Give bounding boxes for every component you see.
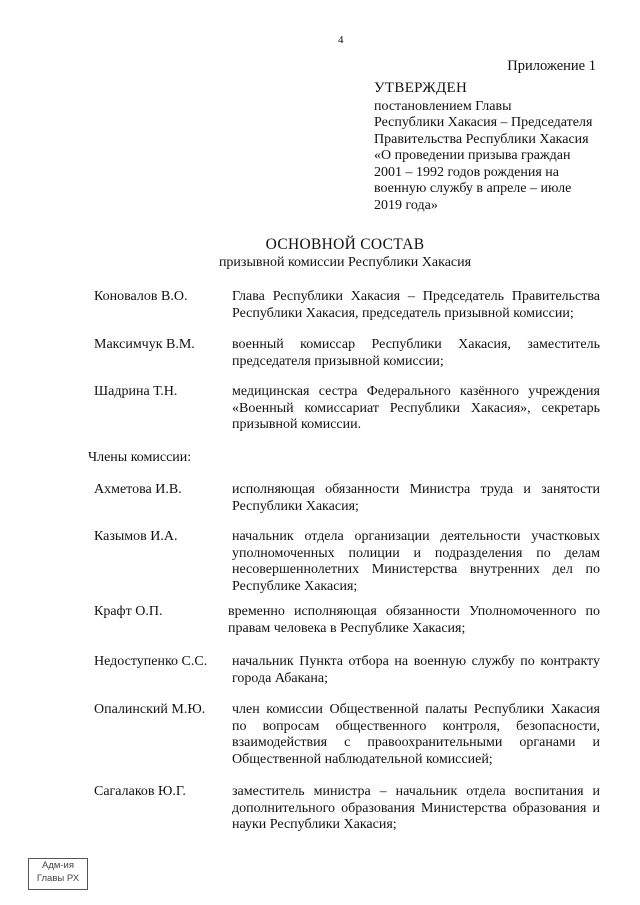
member-role: исполняющая обязанности Министра труда и занятости Республики Хакасия;	[232, 482, 600, 514]
member-name: Коновалов В.О.	[94, 289, 188, 304]
member-name: Максимчук В.М.	[94, 337, 195, 352]
member-role: временно исполняющая обязанности Уполномоченного по правам человека в Республике Хакасия;	[228, 604, 600, 636]
member-name: Ахметова И.В.	[94, 482, 182, 497]
member-role: начальник Пункта отбора на военную службу по контракту города Абакана;	[232, 654, 600, 686]
member-name: Сагалаков Ю.Г.	[94, 784, 186, 799]
registration-stamp	[28, 858, 88, 890]
member-name: Шадрина Т.Н.	[94, 384, 178, 399]
approval-line: 2019 года»	[374, 197, 438, 213]
approval-line: Республики Хакасия – Председателя	[374, 115, 593, 130]
members-label: Члены комиссии:	[88, 450, 192, 465]
member-role: заместитель министра – начальник отдела воспитания и дополнительного образования Министерства образования и науки Республики Хакасия;	[232, 784, 600, 832]
member-name: Казымов И.А.	[94, 529, 178, 544]
member-name: Опалинский М.Ю.	[94, 702, 206, 717]
member-role: Глава Республики Хакасия – Председатель Правительства Республики Хакасия, председатель призывной комиссии;	[232, 289, 600, 321]
member-role: начальник отдела организации деятельности участковых уполномоченных полиции и подразделения по делам несовершеннолетних Министерства внутренних дел по Республике Хакасия;	[232, 529, 600, 594]
document-title	[0, 236, 640, 272]
approval-block	[374, 80, 614, 214]
member-name: Крафт О.П.	[94, 604, 163, 619]
title-sub: призывной комиссии Республики Хакасия	[218, 255, 472, 270]
member-name: Недоступенко С.С.	[94, 654, 208, 669]
approval-heading: УТВЕРЖДЕН	[374, 80, 468, 96]
appendix-label: Приложение 1	[507, 58, 596, 74]
member-role: член комиссии Общественной палаты Республики Хакасия по вопросам общественного контроля, безопасности, взаимодействия с правоохранительными органами и Общественной наблюдательной комиссией;	[232, 702, 600, 767]
page-number: 4	[338, 34, 344, 46]
member-role: военный комиссар Республики Хакасия, заместитель председателя призывной комиссии;	[232, 337, 600, 369]
approval-line: «О проведении призыва граждан	[374, 148, 571, 163]
approval-line: постановлением Главы	[374, 98, 512, 114]
approval-line: Правительства Республики Хакасия	[374, 131, 589, 147]
stamp-line: Главы РХ	[36, 873, 80, 884]
approval-line: военную службу в апреле – июле	[374, 181, 572, 196]
stamp-line: Адм-ия	[41, 860, 75, 871]
member-role: медицинская сестра Федерального казённого учреждения «Военный комиссариат Республики Хакасия», секретарь призывной комиссии.	[232, 384, 600, 432]
approval-line: 2001 – 1992 годов рождения на	[374, 164, 560, 180]
title-main: ОСНОВНОЙ СОСТАВ	[265, 236, 425, 253]
